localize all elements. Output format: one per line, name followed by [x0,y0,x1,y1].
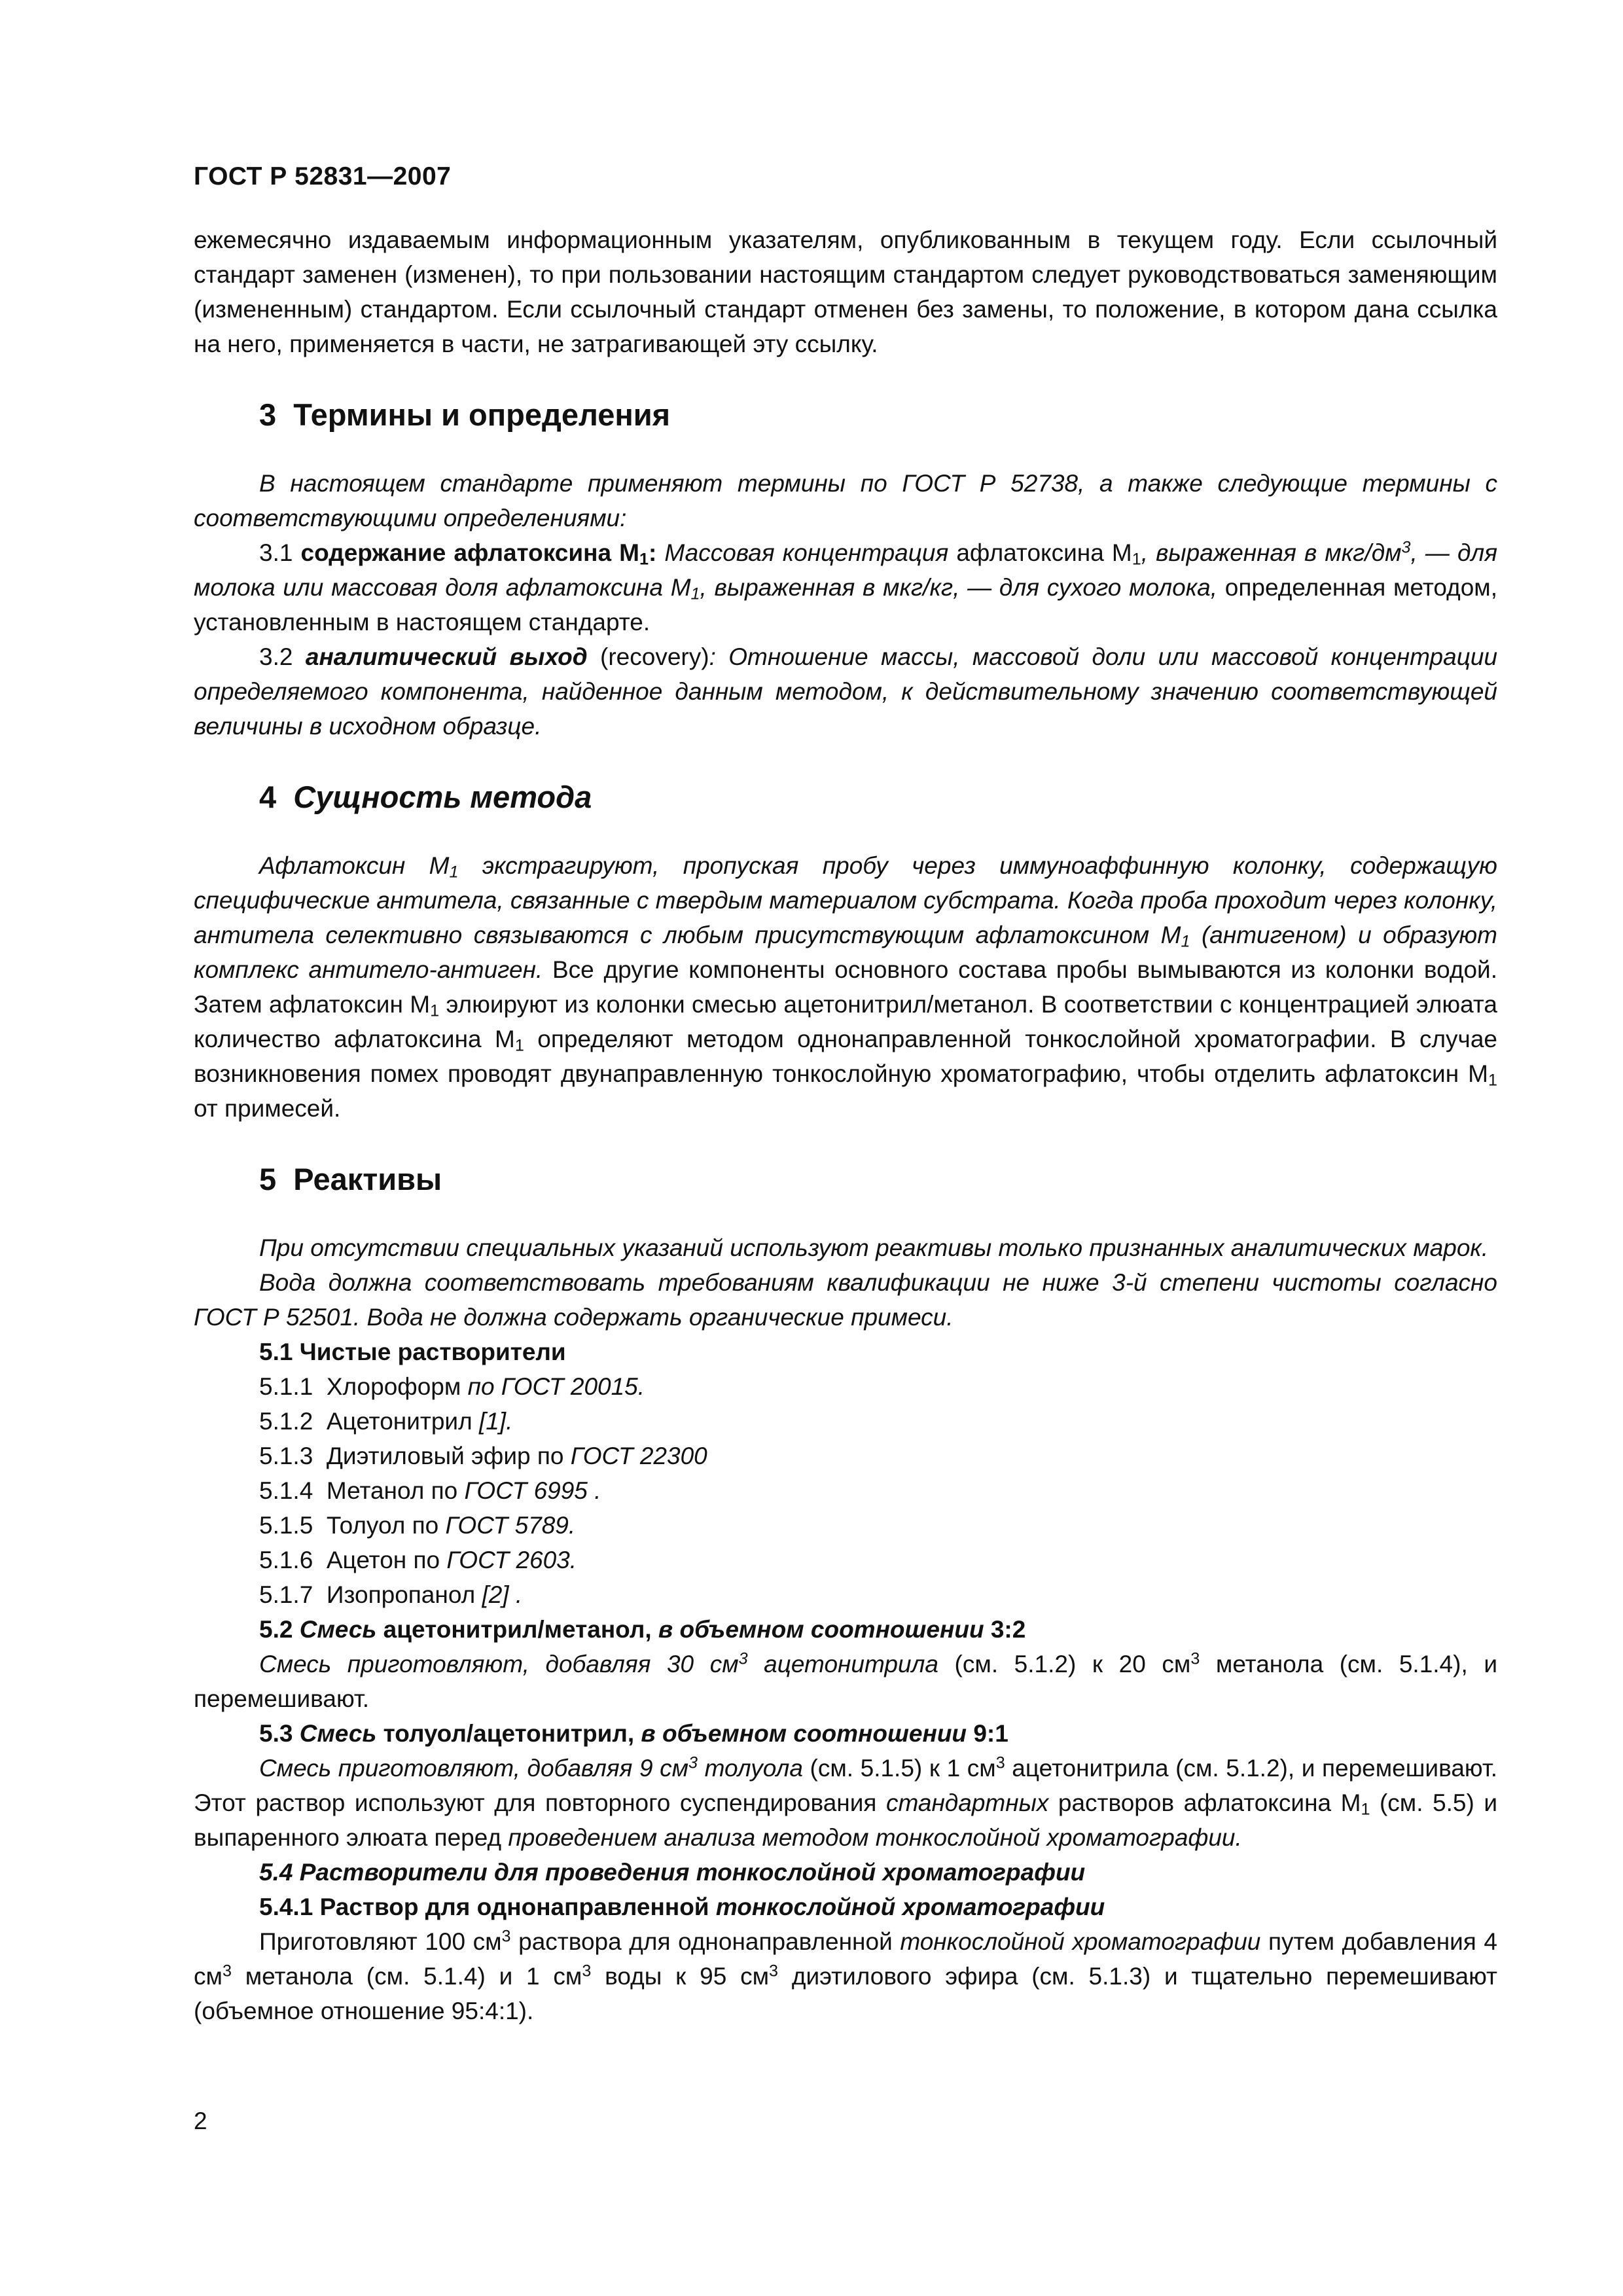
subsection-5-3-text: Смесь приготовляют, добавляя 9 $см^3$ толуола (см. 5.1.5) к 1 $см^3$ ацетонитрила (см. 5.1.2), и перемешивают. Этот раствор используют для повторного суспендирования стандартных растворов афлатоксина $M_1$ (см. 5.5) и выпаренного элюата перед проведением анализа методом тонкослойной хроматографии. [194,1753,1498,1851]
subsection-5-2-text: Смесь приготовляют, добавляя 30 $см^3$ ацетонитрила (см. 5.1.2) к 20 $см^3$ метанола (см. 5.1.4), и перемешивают. [194,1649,1497,1712]
subsection-5-2-heading: 5.2 Смесь ацетонитрил/метанол, в объемном соотношении 3:2 [259,1616,1026,1643]
list-item: 5.1.6 Ацетон по ГОСТ 2603. [259,1547,577,1573]
list-item: 5.1.4 Метанол по ГОСТ 6995 . [259,1477,601,1504]
list-item: 5.1.3 Диэтиловый эфир по ГОСТ 22300 [259,1443,707,1469]
page-number: 2 [194,2108,207,2134]
section-5-p2: Вода должна соответствовать требованиям квалификации не ниже 3-й степени чистоты согласно ГОСТ Р 52501. Вода не должна содержать органические примеси. [194,1269,1497,1331]
term-3-2: 3.2 аналитический выход (recovery): Отношение массы, массовой доли или массовой концентрации определяемого компонента, найденное данным методом, к действительному значению соответствующей величины в исходном образце. [194,643,1498,740]
list-item: 5.1.7 Изопропанол [2] . [259,1581,523,1608]
list-item: 5.1.2 Ацетонитрил [1]. [259,1408,513,1435]
subsection-5-3-heading: 5.3 Смесь толуол/ацетонитрил, в объемном соотношении 9:1 [259,1720,1008,1747]
section-5-p1: При отсутствии специальных указаний используют реактивы только признанных аналитических марок. [259,1234,1489,1261]
section-4-heading: 4 Сущность метода [259,780,592,814]
subsection-5-4-heading: 5.4 Растворители для проведения тонкослойной хроматографии [259,1859,1086,1886]
list-item: 5.1.5 Толуол по ГОСТ 5789. [259,1512,576,1539]
subsection-5-4-1-heading: 5.4.1 Раствор для однонаправленной тонкослойной хроматографии [259,1893,1105,1920]
subsection-5-1-heading: 5.1 Чистые растворители [259,1338,566,1365]
section-3-intro: В настоящем стандарте применяют термины по ГОСТ Р 52738, а также следующие термины с соответствующими определениями: [194,470,1497,531]
list-item: 5.1.1 Хлороформ по ГОСТ 20015. [259,1373,645,1400]
subsection-5-4-1-text: Приготовляют 100 $см^3$ раствора для однонаправленной тонкослойной хроматографии путем добавления 4 $см^3$ метанола (см. 5.1.4) и 1 $см^3$ воды к 95 $см^3$ диэтилового эфира (см. 5.1.3) и тщательно перемешивают (объемное отношение 95:4:1). [194,1927,1497,2024]
document-header: ГОСТ Р 52831—2007 [194,162,452,190]
section-4-paragraph: Афлатоксин $M_1$ экстрагируют, пропуская пробу через иммуноаффинную колонку, содержащую специфические антитела, связанные с твердым материалом субстрата. Когда проба проходит через колонку, антитела селективно связываются с любым присутствующим афлатоксином $M_1$ (антигеном) и образуют комплекс антитело-антиген. Все другие компоненты основного состава пробы вымываются из колонки водой. Затем афлатоксин $M_1$ элюируют из колонки смесью ацетонитрил/метанол. В соответствии с концентрацией элюата количество афлатоксина $M_1$ определяют методом однонаправленной тонкослойной хроматографии. В случае возникновения помех проводят двунаправленную тонкослойную хроматографию, чтобы отделить афлатоксин $M_1$ от примесей. [194,852,1498,1122]
section-5-heading: 5 Реактивы [259,1162,442,1196]
section-3-heading: 3 Термины и определения [259,397,671,432]
intro-paragraph: ежемесячно издаваемым информационным указателям, опубликованным в текущем году. Если ссылочный стандарт заменен (изменен), то при пользовании настоящим стандартом следует руководствоваться заменяющим (измененным) стандартом. Если ссылочный стандарт отменен без замены, то положение, в котором дана ссылка на него, применяется в части, не затрагивающей эту ссылку. [194,226,1497,357]
document-body [194,223,1497,2028]
term-3-1: 3.1 содержание афлатоксина $M_1$: Массовая концентрация афлатоксина $M_1$, выраженная в мкг/$дм^3$, — для молока или массовая доля афлатоксина $M_1$, выраженная в мкг/кг, — для сухого молока, определенная методом, установленным в настоящем стандарте. [194,538,1498,636]
